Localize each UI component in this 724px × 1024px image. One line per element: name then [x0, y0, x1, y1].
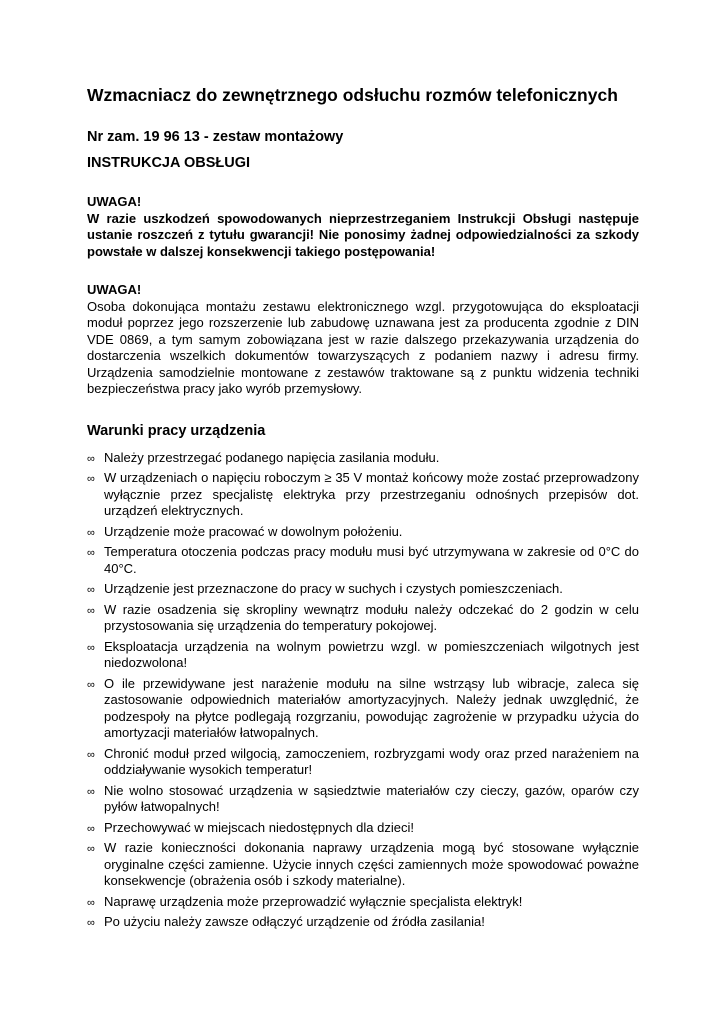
list-item	[87, 894, 639, 911]
section-title: Warunki pracy urządzenia	[87, 422, 266, 439]
list-item-text: Urządzenie może pracować w dowolnym położeniu.	[104, 523, 403, 539]
list-item-text: Należy przestrzegać podanego napięcia zasilania modułu.	[104, 449, 440, 465]
order-number-line: Nr zam. 19 96 13 - zestaw montażowy	[87, 129, 344, 145]
infinity-bullet-icon: ∞	[87, 678, 95, 691]
list-item	[87, 840, 639, 890]
infinity-bullet-icon: ∞	[87, 473, 95, 485]
infinity-bullet-icon: ∞	[87, 822, 95, 835]
warning-text: W razie uszkodzeń spowodowanych nieprzestrzeganiem Instrukcji Obsługi następuje ustanie roszczeń z tytułu gwarancji! Nie ponosimy żadnej odpowiedzialności za szkody powstałe w dalszej konsekwencji takiego postępowania!	[87, 210, 639, 259]
warranty-warning	[87, 194, 639, 260]
list-item-text: Naprawę urządzenia może przeprowadzić wyłącznie specjalista elektryk!	[104, 893, 523, 909]
list-item	[87, 450, 639, 467]
document-page	[87, 84, 639, 935]
list-item	[87, 544, 639, 577]
infinity-bullet-icon: ∞	[87, 785, 95, 798]
operating-conditions-list	[87, 450, 639, 931]
list-item-text: Temperatura otoczenia podczas pracy modułu musi być utrzymywana w zakresie od 0°C do 40°C.	[104, 544, 639, 576]
infinity-bullet-icon: ∞	[87, 917, 95, 929]
assembler-warning	[87, 282, 639, 398]
document-title: Wzmacniacz do zewnętrznego odsłuchu rozmów telefonicznych	[87, 85, 618, 105]
infinity-bullet-icon: ∞	[87, 748, 95, 761]
infinity-bullet-icon: ∞	[87, 584, 95, 596]
warning-label: UWAGA!	[87, 282, 142, 297]
infinity-bullet-icon: ∞	[87, 526, 95, 539]
list-item	[87, 470, 639, 520]
list-item	[87, 581, 639, 598]
list-item	[87, 914, 639, 931]
list-item	[87, 602, 639, 635]
infinity-bullet-icon: ∞	[87, 452, 95, 465]
warning-text: Osoba dokonująca montażu zestawu elektronicznego wzgl. przygotowująca do eksploatacji moduł poprzez jego rozszerzenie lub zabudowę uznawana jest za producenta zgodnie z DIN VDE 0869, a tym samym zobowiązana jest w razie dalszego przekazywania urządzenia do dostarczenia wszelkich dokumentów towarzyszących z podaniem nazwy i adresu firmy. Urządzenia samodzielnie montowane z zestawów traktowane są z punktu widzenia techniki bezpieczeństwa pracy jako wyrób przemysłowy.	[87, 298, 639, 396]
list-item	[87, 783, 639, 816]
infinity-bullet-icon: ∞	[87, 843, 95, 855]
warning-label: UWAGA!	[87, 194, 142, 209]
list-item-text: W razie konieczności dokonania naprawy urządzenia mogą być stosowane wyłącznie oryginalne części zamienne. Użycie innych części zamiennych może spowodować poważne konsekwencje (obrażenia osób i szkody materialne).	[104, 840, 639, 888]
infinity-bullet-icon: ∞	[87, 641, 95, 654]
list-item-text: Urządzenie jest przeznaczone do pracy w suchych i czystych pomieszczeniach.	[104, 581, 563, 596]
list-item-text: Nie wolno stosować urządzenia w sąsiedztwie materiałów czy cieczy, gazów, oparów czy pyłów łatwopalnych!	[104, 782, 639, 814]
manual-title: INSTRUKCJA OBSŁUGI	[87, 155, 250, 171]
infinity-bullet-icon: ∞	[87, 896, 95, 909]
list-item	[87, 820, 639, 837]
list-item	[87, 639, 639, 672]
list-item	[87, 524, 639, 541]
list-item-text: W razie osadzenia się skropliny wewnątrz modułu należy odczekać do 2 godzin w celu przystosowania się urządzenia do temperatury pokojowej.	[104, 601, 639, 633]
list-item-text: Chronić moduł przed wilgocią, zamoczeniem, rozbryzgami wody oraz przed narażeniem na oddziaływanie wysokich temperatur!	[104, 745, 639, 777]
list-item	[87, 676, 639, 742]
list-item-text: W urządzeniach o napięciu roboczym ≥ 35 V montaż końcowy może zostać przeprowadzony wyłącznie przez specjalistę elektryka przy przestrzeganiu odnośnych przepisów dot. urządzeń elektrycznych.	[104, 470, 639, 518]
list-item-text: Eksploatacja urządzenia na wolnym powietrzu wzgl. w pomieszczeniach wilgotnych jest niedozwolona!	[104, 638, 639, 670]
list-item-text: Przechowywać w miejscach niedostępnych dla dzieci!	[104, 819, 414, 835]
infinity-bullet-icon: ∞	[87, 547, 95, 559]
list-item-text: Po użyciu należy zawsze odłączyć urządzenie od źródła zasilania!	[104, 914, 485, 929]
list-item-text: O ile przewidywane jest narażenie modułu na silne wstrząsy lub wibracje, zaleca się zastosowanie odpowiednich materiałów amortyzacyjnych. Należy jednak uwzględnić, że podzespoły na płytce podlegają rozgrzaniu, powodując zagrożenie w przypadku użycia do amortyzacji materiałów łatwopalnych.	[104, 675, 639, 740]
infinity-bullet-icon: ∞	[87, 604, 95, 617]
list-item	[87, 746, 639, 779]
